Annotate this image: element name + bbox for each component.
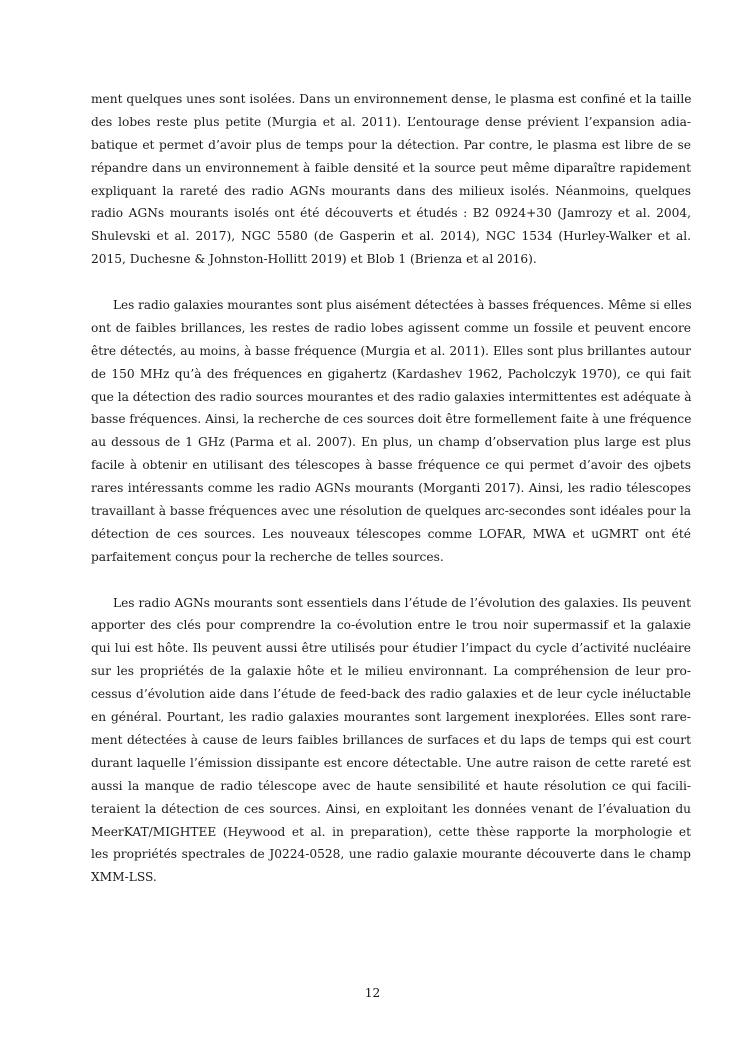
text-line: radio AGNs mourants isolés ont été découverts et étudés : B2 0924+30 (Jamrozy et al. 2004, [91, 206, 691, 221]
text-line: apporter des clés pour comprendre la co-évolution entre le trou noir supermassif et la galaxie [91, 618, 691, 633]
text-line: détection de ces sources. Les nouveaux télescopes comme LOFAR, MWA et uGMRT ont été [91, 526, 691, 541]
text-line: Les radio AGNs mourants sont essentiels dans l’étude de l’évolution des galaxies. Ils peuvent [113, 595, 691, 610]
text-line: ment détectées à cause de leurs faibles brillances de surfaces et du laps de temps qui est court [91, 732, 691, 747]
paragraph-3 [91, 592, 691, 890]
text-line: cessus d’évolution aide dans l’étude de feed-back des radio galaxies et de leur cycle inéluctable [91, 687, 691, 702]
text-line: travaillant à basse fréquences avec une résolution de quelques arc-secondes sont idéales pour la [91, 504, 691, 519]
text-line: des lobes reste plus petite (Murgia et al. 2011). L’entourage dense prévient l’expansion adia- [91, 114, 691, 129]
body-text [91, 88, 691, 889]
text-line: expliquant la rareté des radio AGNs mourants dans des milieux isolés. Néanmoins, quelques [91, 183, 691, 198]
text-line: ont de faibles brillances, les restes de radio lobes agissent comme un fossile et peuvent encore [91, 320, 691, 335]
paragraph-spacer [91, 271, 691, 294]
page-number: 12 [364, 986, 381, 1000]
paragraph-2 [91, 294, 691, 569]
text-line: facile à obtenir en utilisant des télescopes à basse fréquence ce qui permet d’avoir des ojbets [91, 458, 691, 473]
paragraph-spacer [91, 569, 691, 592]
text-line: durant laquelle l’émission dissipante est encore détectable. Une autre raison de cette rareté est [91, 755, 691, 770]
text-line: que la détection des radio sources mourantes et des radio galaxies intermittentes est adéquate à [91, 389, 692, 404]
text-line: MeerKAT/MIGHTEE (Heywood et al. in preparation), cette thèse rapporte la morphologie et [91, 824, 691, 839]
text-line: Les radio galaxies mourantes sont plus aisément détectées à basses fréquences. Même si elles [113, 298, 692, 313]
text-line: être détectés, au moins, à basse fréquence (Murgia et al. 2011). Elles sont plus brillantes autour [91, 343, 691, 358]
text-line: batique et permet d’avoir plus de temps pour la détection. Par contre, le plasma est libre de se [91, 137, 691, 152]
text-line: basse fréquences. Ainsi, la recherche de ces sources doit être formellement faite à une fréquence [91, 412, 692, 427]
paragraph-1 [91, 88, 691, 271]
text-line: qui lui est hôte. Ils peuvent aussi être utilisés pour étudier l’impact du cycle d’activité nucléaire [91, 641, 691, 656]
text-line: XMM-LSS. [91, 870, 157, 885]
text-line: parfaitement conçus pour la recherche de telles sources. [91, 549, 444, 564]
text-line: rares intéressants comme les radio AGNs mourants (Morganti 2017). Ainsi, les radio télescopes [91, 481, 691, 496]
text-line: aussi la manque de radio télescope avec de haute sensibilité et haute résolution ce qui facili- [91, 778, 691, 793]
text-line: répandre dans un environnement à faible densité et la source peut même diparaître rapidement [91, 160, 691, 175]
text-line: sur les propriétés de la galaxie hôte et le milieu environnant. La compréhension de leur pro- [91, 664, 691, 679]
text-line: Shulevski et al. 2017), NGC 5580 (de Gasperin et al. 2014), NGC 1534 (Hurley-Walker et al. [91, 229, 691, 244]
text-line: teraient la détection de ces sources. Ainsi, en exploitant les données venant de l’évaluation du [91, 801, 691, 816]
text-line: de 150 MHz qu’à des fréquences en gigahertz (Kardashev 1962, Pacholczyk 1970), ce qui fait [91, 366, 691, 381]
text-line: 2015, Duchesne & Johnston-Hollitt 2019) et Blob 1 (Brienza et al 2016). [91, 252, 537, 267]
text-line: les propriétés spectrales de J0224-0528, une radio galaxie mourante découverte dans le champ [91, 847, 691, 862]
text-line: ment quelques unes sont isolées. Dans un environnement dense, le plasma est confiné et la taille [91, 92, 692, 106]
text-line: en général. Pourtant, les radio galaxies mourantes sont largement inexplorées. Elles sont rare- [91, 710, 691, 725]
text-line: au dessous de 1 GHz (Parma et al. 2007). En plus, un champ d’observation plus large est plus [91, 435, 691, 450]
